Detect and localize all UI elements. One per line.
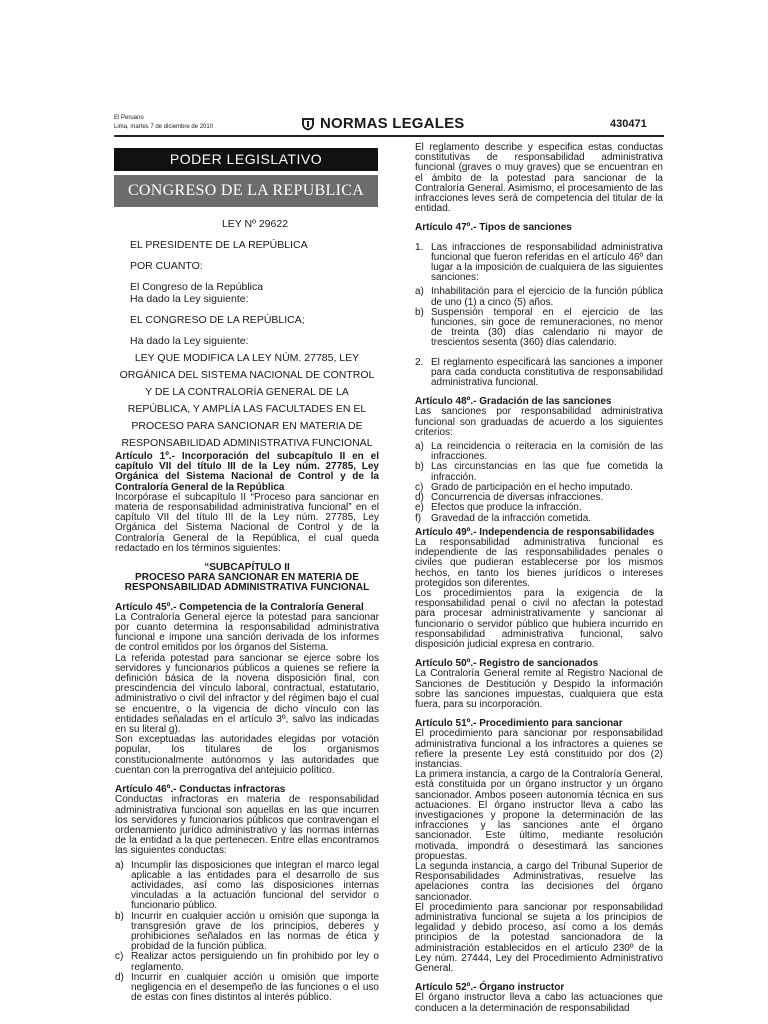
list-text: Incumplir las disposiciones que integran el marco legal aplicable a las entidades para el desarrollo de sus actividades, así como las disposiciones internas vinculadas a la actuación funcional del servidor o funcionario público.: [131, 859, 379, 912]
article-45-paragraph: Son exceptuadas las autoridades elegidas por votación popular, los titulares de los organismos constitucionalmente autónomos y las autoridades que cuentan con la prerrogativa del antejuicio político.: [115, 734, 379, 776]
list-text: Efectos que produce la infracción.: [431, 502, 582, 514]
publication-date: Lima, martes 7 de diciembre de 2010: [114, 124, 214, 130]
article-45-heading: Artículo 45º.- Competencia de la Contraloría General: [115, 601, 364, 613]
left-column-body: [115, 452, 379, 1003]
list-text: Incurrir en cualquier acción u omisión que importe negligencia en el desempeño de las funciones o el uso de estas con fines distintos al interés público.: [131, 971, 379, 1004]
list-marker: b): [415, 461, 424, 473]
list-text: Suspensión temporal en el ejercicio de las funciones, sin goce de remuneraciones, no menor de treinta (30) días calendario ni mayor de trescientos sesenta (360) días calendario.: [431, 306, 663, 349]
list-text: Inhabilitación para el ejercicio de la función pública de uno (1) a cinco (5) años.: [431, 286, 663, 308]
list-text: El reglamento especificará las sanciones a imponer para cada conducta constitutiva de responsabilidad administrativa funcional.: [431, 356, 663, 389]
list-text: Las infracciones de responsabilidad administrativa funcional que fueron referidas en el artículo 46º dan lugar a la imposición de cualquiera de las siguientes sanciones:: [431, 241, 663, 284]
article-51-paragraph: El procedimiento para sancionar por responsabilidad administrativa funcional se sujeta a los principios de legalidad y debido proceso, así como a los demás principios de la potestad sancionadora de la administración establecidos en el artículo 230º de la Ley núm. 27444, Ley del Procedimiento Administrativo General.: [415, 901, 663, 975]
preamble-given-2: Ha dado la Ley siguiente:: [130, 335, 249, 347]
article-52-text: El órgano instructor lleva a cabo las actuaciones que conducen a la determinación de responsabilidad: [415, 992, 663, 1014]
article-51-paragraph: La primera instancia, a cargo de la Contraloría General, está constituida por un órgano instructor y un órgano sancionador. Ambos poseen autonomía técnica en sus actuaciones. El órgano instructor lleva a cabo las investigaciones y propone la determinación de las infracciones y las sanciones ante el órgano sancionador. Este último, mediante resolución motivada, impondrá o desestimará las sanciones propuestas.: [415, 769, 663, 862]
article-49-heading: Artículo 49º.- Independencia de responsabilidades: [415, 526, 655, 538]
preamble-congress: El Congreso de la República: [130, 281, 264, 293]
article-50-heading: Artículo 50º.- Registro de sancionados: [415, 658, 599, 670]
article-50-text: La Contraloría General remite al Registro Nacional de Sanciones de Destitución y Despido la información sobre las sanciones impuestas, cualquiera que esta fuera, para su incorporación.: [415, 668, 663, 710]
list-item: [415, 442, 663, 462]
page-number: 430471: [610, 118, 647, 130]
list-item: [415, 514, 663, 524]
list-marker: b): [415, 306, 424, 318]
article-49-paragraph: La responsabilidad administrativa funcional es independiente de las responsabilidades penales o civiles que pudieran establecerse por los mismos hechos, en tanto los bienes jurídicos o intereses protegidos son diferentes.: [415, 536, 663, 589]
list-text: Grado de participación en el hecho imputado.: [431, 481, 633, 493]
list-marker: e): [415, 502, 424, 514]
article-52-heading: Artículo 52º.- Órgano instructor: [415, 982, 565, 994]
list-marker: b): [115, 910, 124, 922]
section-banner-congreso: CONGRESO DE LA REPUBLICA: [114, 175, 378, 207]
list-text: Las circunstancias en las que fue cometida la infracción.: [431, 461, 663, 483]
section-title: NORMAS LEGALES: [320, 115, 465, 132]
list-marker: 1.: [415, 241, 424, 253]
article-48-heading: Artículo 48º.- Gradación de las sanciones: [415, 396, 612, 408]
article-51-heading: Artículo 51º.- Procedimiento para sancionar: [415, 718, 623, 730]
preamble-congress-2: EL CONGRESO DE LA REPÚBLICA;: [130, 314, 305, 326]
list-item: [415, 243, 663, 284]
list-text: La reincidencia o reiteracia en la comisión de las infracciones.: [431, 441, 663, 463]
law-title: LEY QUE MODIFICA LA LEY NÚM. 27785, LEY ORGÁNICA DEL SISTEMA NACIONAL DE CONTROL Y DE LA CONTRALORÍA GENERAL DE LA REPÚBLICA, Y AMPLÍA LAS FACULTADES EN EL PROCESO PARA SANCIONAR EN MATERIA DE RESPONSABILIDAD ADMINISTRATIVA FUNCIONAL: [119, 352, 375, 449]
article-51-paragraph: La segunda instancia, a cargo del Tribunal Superior de Responsabilidades Administrativas, resuelve las apelaciones contra las decisiones del órgano sancionador.: [415, 861, 663, 903]
right-column-body: [415, 143, 663, 1014]
list-item: [415, 462, 663, 482]
list-item: [415, 358, 663, 389]
list-item: [415, 287, 663, 307]
list-item: [415, 308, 663, 349]
list-marker: a): [415, 441, 424, 453]
list-item: [115, 861, 379, 912]
list-marker: c): [415, 481, 424, 493]
subchapter-title: PROCESO PARA SANCIONAR EN MATERIA DE RESPONSABILIDAD ADMINISTRATIVA FUNCIONAL: [124, 572, 370, 594]
section-banner-legislativo: PODER LEGISLATIVO: [114, 148, 378, 171]
article-45-paragraph: La Contraloría General ejerce la potestad para sancionar por cuanto determina la responsabilidad administrativa funcional e impone una sanción derivada de los informes de control emitidos por los órganos del Sistema.: [115, 611, 379, 654]
intro-paragraph: El reglamento describe y especifica estas conductas constitutivas de responsabilidad administrativa funcional (graves o muy graves) que se encuentran en el ámbito de la potestad para sancionar de la Contraloría General. Asimismo, el procesamiento de las infracciones leves será de competencia del titular de la entidad.: [415, 142, 663, 215]
header-divider: [114, 135, 664, 137]
list-text: Incurrir en cualquier acción u omisión que suponga la transgresión grave de los principios, deberes y prohibiciones señalados en las normas de ética y probidad de la función pública.: [131, 910, 379, 953]
article-47-heading: Artículo 47º.- Tipos de sanciones: [415, 222, 572, 234]
subchapter-heading: “SUBCAPÍTULO II: [204, 562, 290, 574]
article-49-paragraph: Los procedimientos para la exigencia de la responsabilidad penal o civil no afectan la potestad para procesar administrativamente y sancionar al funcionario o servidor público que hubiera incurrido en responsabilidad administrativa funcional, salvo disposición judicial expresa en contrario.: [415, 587, 663, 650]
list-item: [415, 503, 663, 513]
list-marker: c): [115, 951, 124, 963]
list-item: [115, 973, 379, 1004]
list-text: Realizar actos persiguiendo un fin prohibido por ley o reglamento.: [131, 951, 379, 973]
article-1-text: Incorpórase el subcapítulo II “Proceso para sancionar en materia de responsabilidad administrativa funcional” en el capítulo VII del título III de la Ley núm. 27785, Ley Orgánica del Sistema Nacional de Control y de la Contraloría General de la República, el cual queda redactado en los términos siguientes:: [115, 491, 379, 554]
list-marker: a): [415, 286, 424, 298]
list-item: [115, 952, 379, 972]
list-marker: 2.: [415, 356, 424, 368]
article-48-text: Las sanciones por responsabilidad administrativa funcional son graduadas de acuerdo a los siguientes criterios:: [415, 406, 663, 438]
article-1-heading: Artículo 1º.- Incorporación del subcapítulo II en el capítulo VII del título III de la Ley núm. 27785, Ley Orgánica del Sistema Nacional de Control y de la Contraloría General de la República: [115, 451, 379, 493]
list-text: Gravedad de la infracción cometida.: [431, 512, 592, 524]
law-preamble: [130, 218, 380, 347]
article-51-paragraph: El procedimiento para sancionar por responsabilidad administrativa funcional a los infractores a quienes se refiere la presente Ley está constituido por dos (2) instancias.: [415, 728, 663, 770]
preamble-given: Ha dado la Ley siguiente:: [130, 293, 249, 305]
coat-of-arms-icon: [301, 116, 315, 131]
preamble-president: EL PRESIDENTE DE LA REPÚBLICA: [130, 239, 308, 251]
article-45-paragraph: La referida potestad para sancionar se ejerce sobre los servidores y funcionarios públicos a quienes se refiere la definición básica de la novena disposición final, con prescindencia del vínculo laboral, contractual, estatutario, administrativo o civil del infractor y del régimen bajo el cual se encuentre, o la vigencia de dicho vínculo con las entidades señaladas en el artículo 3º, salvo las indicadas en su literal g).: [115, 652, 379, 736]
article-46-text: Conductas infractoras en materia de responsabilidad administrativa funcional son aquellas en las que incurren los servidores y funcionarios públicos que contravengan el ordenamiento jurídico administrativo y las normas internas de la entidad a la que pertenecen. Entre ellas encontramos las siguientes conductas:: [115, 794, 379, 857]
newspaper-name: El Peruano: [114, 115, 144, 121]
list-text: Concurrencia de diversas infracciones.: [431, 492, 604, 504]
list-marker: d): [115, 971, 124, 983]
list-marker: f): [415, 512, 422, 524]
list-marker: d): [415, 492, 424, 504]
preamble-por-cuanto: POR CUANTO:: [130, 260, 203, 272]
law-number: LEY Nº 29622: [221, 218, 289, 230]
article-46-heading: Artículo 46º.- Conductas infractoras: [115, 784, 286, 796]
list-marker: a): [115, 859, 124, 871]
list-item: [115, 912, 379, 953]
